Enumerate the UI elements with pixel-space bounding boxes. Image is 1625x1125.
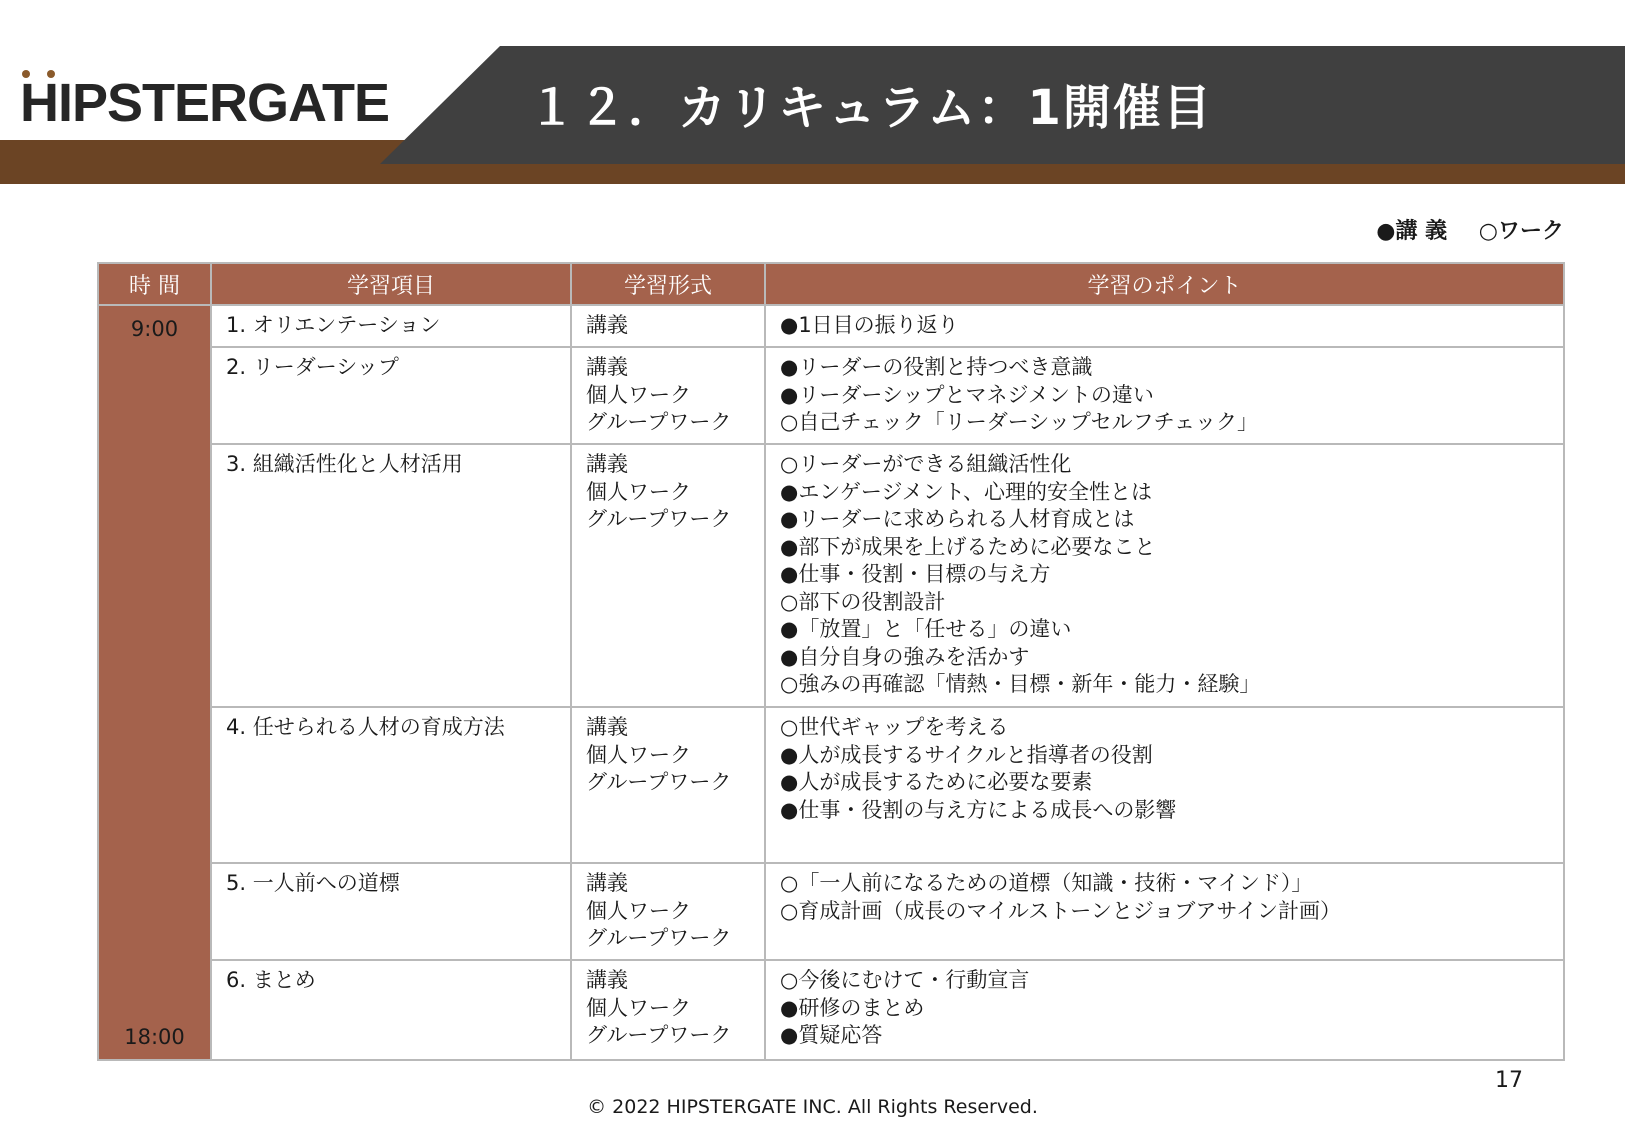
format-line: 個人ワーク bbox=[586, 995, 691, 1020]
header-item: 学習項目 bbox=[211, 263, 571, 305]
table-row bbox=[98, 347, 1564, 444]
legend-lecture: ●講 義 bbox=[1376, 219, 1448, 244]
table-row bbox=[98, 863, 1564, 960]
format-line: 個人ワーク bbox=[586, 382, 691, 407]
format-line: 講義 bbox=[586, 313, 628, 337]
page-number: 17 bbox=[1495, 1068, 1523, 1093]
format-line: 個人ワーク bbox=[586, 898, 691, 923]
row-points bbox=[765, 960, 1564, 1060]
logo-text: HIPSTERGATE bbox=[20, 73, 390, 133]
row-format bbox=[571, 305, 765, 347]
table-row bbox=[98, 305, 1564, 347]
header-points: 学習のポイント bbox=[765, 263, 1564, 305]
point-line: ●人が成長するために必要な要素 bbox=[780, 770, 1093, 794]
curriculum-table bbox=[97, 262, 1565, 1061]
format-line: グループワーク bbox=[586, 1023, 732, 1047]
row-item: 1. オリエンテーション bbox=[211, 305, 571, 347]
point-line: ●自分自身の強みを活かす bbox=[780, 644, 1030, 669]
row-format bbox=[571, 707, 765, 863]
point-line: ●研修のまとめ bbox=[780, 995, 925, 1020]
legend-work: ○ワーク bbox=[1478, 219, 1564, 244]
point-line: ●人が成長するサイクルと指導者の役割 bbox=[780, 742, 1153, 767]
format-line: 講義 bbox=[586, 452, 628, 476]
point-line: ○自己チェック「リーダーシップセルフチェック」 bbox=[780, 410, 1259, 434]
format-line: 講義 bbox=[586, 871, 628, 895]
table-header-row bbox=[98, 263, 1564, 305]
row-points bbox=[765, 347, 1564, 444]
point-line: ●仕事・役割の与え方による成長への影響 bbox=[780, 797, 1177, 822]
row-format bbox=[571, 863, 765, 960]
copyright-notice: © 2022 HIPSTERGATE INC. All Rights Reserved. bbox=[587, 1096, 1038, 1118]
format-line: 個人ワーク bbox=[586, 479, 691, 504]
time-cell bbox=[98, 305, 211, 1060]
format-line: グループワーク bbox=[586, 410, 732, 434]
point-line: ●部下が成果を上げるために必要なこと bbox=[780, 534, 1156, 559]
point-line: ●リーダーに求められる人材育成とは bbox=[780, 507, 1135, 531]
point-line: ○「一人前になるための道標（知識・技術・マインド）」 bbox=[780, 871, 1313, 895]
point-line: ●「放置」と「任せる」の違い bbox=[780, 617, 1072, 641]
row-item: 6. まとめ bbox=[211, 960, 571, 1060]
point-line: ●リーダーの役割と持つべき意識 bbox=[780, 355, 1093, 379]
format-line: グループワーク bbox=[586, 926, 732, 950]
time-start: 9:00 bbox=[130, 317, 179, 341]
row-points bbox=[765, 444, 1564, 707]
row-points bbox=[765, 305, 1564, 347]
page-title: １２．カリキュラム：1開催目 bbox=[528, 80, 1213, 136]
point-line: ○育成計画（成長のマイルストーンとジョブアサイン計画） bbox=[780, 898, 1341, 923]
company-logo bbox=[20, 73, 390, 133]
table-row bbox=[98, 444, 1564, 707]
point-line: ●1日目の振り返り bbox=[780, 313, 959, 337]
point-line: ○リーダーができる組織活性化 bbox=[780, 452, 1072, 476]
row-format bbox=[571, 347, 765, 444]
point-line: ○部下の役割設計 bbox=[780, 589, 946, 614]
point-line: ●エンゲージメント、心理的安全性とは bbox=[780, 479, 1152, 504]
row-item: 2. リーダーシップ bbox=[211, 347, 571, 444]
row-format bbox=[571, 444, 765, 707]
point-line: ●仕事・役割・目標の与え方 bbox=[780, 562, 1051, 586]
table-row bbox=[98, 960, 1564, 1060]
row-format bbox=[571, 960, 765, 1060]
point-line: ●リーダーシップとマネジメントの違い bbox=[780, 382, 1154, 407]
header-time: 時 間 bbox=[98, 263, 211, 305]
point-line: ●質疑応答 bbox=[780, 1023, 883, 1047]
row-item: 4. 任せられる人材の育成方法 bbox=[211, 707, 571, 863]
row-points bbox=[765, 707, 1564, 863]
row-points bbox=[765, 863, 1564, 960]
format-line: 講義 bbox=[586, 715, 628, 739]
format-line: 講義 bbox=[586, 355, 628, 379]
point-line: ○世代ギャップを考える bbox=[780, 715, 1009, 739]
format-line: 講義 bbox=[586, 968, 628, 992]
point-line: ○今後にむけて・行動宣言 bbox=[780, 968, 1030, 992]
header-format: 学習形式 bbox=[571, 263, 765, 305]
time-end: 18:00 bbox=[124, 1024, 185, 1049]
table-row bbox=[98, 707, 1564, 863]
format-line: グループワーク bbox=[586, 770, 732, 794]
row-item: 3. 組織活性化と人材活用 bbox=[211, 444, 571, 707]
legend bbox=[1376, 214, 1564, 245]
format-line: グループワーク bbox=[586, 507, 732, 531]
row-item: 5. 一人前への道標 bbox=[211, 863, 571, 960]
point-line: ○強みの再確認「情熱・目標・新年・能力・経験」 bbox=[780, 672, 1261, 696]
format-line: 個人ワーク bbox=[586, 742, 691, 767]
